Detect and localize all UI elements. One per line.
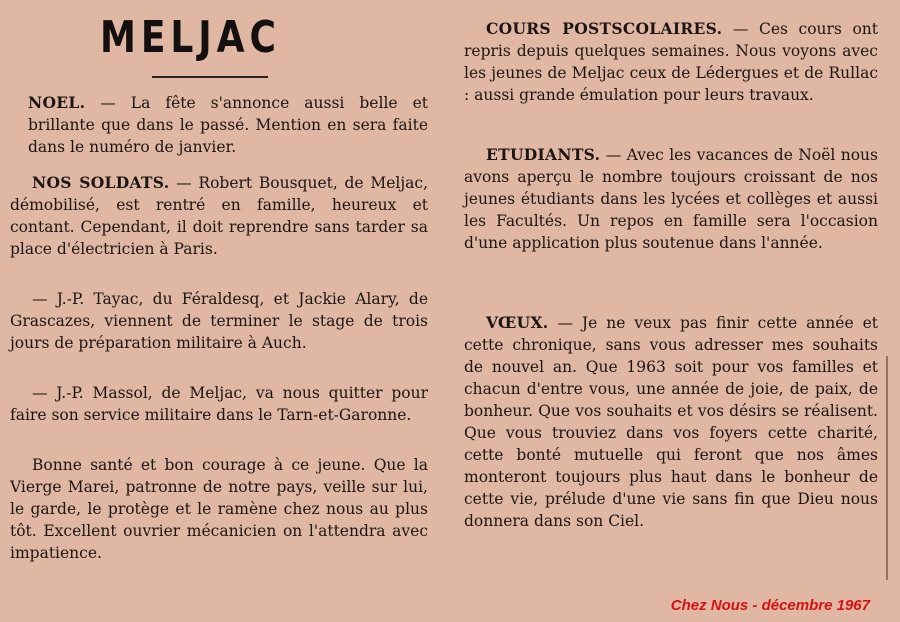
masthead-title: MELJAC (100, 12, 281, 63)
source-caption: Chez Nous - décembre 1967 (670, 597, 870, 614)
heading-etudiants: ETUDIANTS. (486, 145, 601, 164)
text-tayac: — J.-P. Tayac, du Féraldesq, et Jackie Alary, de Grascazes, viennent de terminer le stage de trois jours de préparation militaire à Auch. (10, 290, 428, 352)
text-cours: — Ces cours ont repris depuis quelques semaines. Nous voyons avec les jeunes de Meljac ceux de Lédergues et de Rullac : aussi grande émulation pour leurs travaux. (464, 20, 878, 104)
text-bonne-sante: Bonne santé et bon courage à ce jeune. Que la Vierge Marei, patronne de notre pays, veille sur lui, le garde, le protège et le ramène chez nous au plus tôt. Excellent ouvrier mécanicien on l'attendra avec impatience. (10, 456, 428, 562)
paragraph-massol (10, 382, 428, 426)
text-nos-soldats: — Robert Bousquet, de Meljac, démobilisé, est rentré en famille, heureux et contant. Cependant, il doit reprendre sans tarder sa place d'électricien à Paris. (10, 174, 428, 258)
paragraph-noel (28, 92, 428, 158)
heading-cours: COURS POSTSCOLAIRES. (486, 19, 723, 38)
text-etudiants: — Avec les vacances de Noël nous avons aperçu le nombre toujours croissant de nos jeunes étudiants dans les lycées et collèges et aussi les Facultés. Un repos en famille sera l'occasion d'une application plus soutenue dans l'année. (464, 146, 878, 252)
paragraph-cours (464, 18, 878, 106)
title-rule (152, 76, 268, 78)
paragraph-etudiants (464, 144, 878, 254)
text-voeux: — Je ne veux pas finir cette année et cette chronique, sans vous adresser mes souhaits de nouvel an. Que 1963 soit pour vos familles et chacun d'entre vous, une année de joie, de paix, de bonheur. Que vos souhaits et vos désirs se réalisent. Que vous trouviez dans vos foyers cette charité, cette bonté mutuelle qui feront que nos âmes monteront toujours plus haut dans le bonheur de cette vie, prélude d'une vie sans fin que Dieu nous donnera dans son Ciel. (464, 314, 878, 530)
paragraph-nos-soldats (10, 172, 428, 260)
heading-voeux: VŒUX. (486, 313, 549, 332)
heading-noel: NOEL. (28, 93, 86, 112)
text-massol: — J.-P. Massol, de Meljac, va nous quitter pour faire son service militaire dans le Tarn-et-Garonne. (10, 384, 428, 424)
paragraph-bonne-sante (10, 454, 428, 564)
paragraph-tayac (10, 288, 428, 354)
paragraph-voeux (464, 312, 878, 532)
text-noel: — La fête s'annonce aussi belle et brillante que dans le passé. Mention en sera faite dans le numéro de janvier. (28, 94, 428, 156)
scan-edge-mark (886, 356, 888, 580)
heading-nos-soldats: NOS SOLDATS. (32, 173, 170, 192)
